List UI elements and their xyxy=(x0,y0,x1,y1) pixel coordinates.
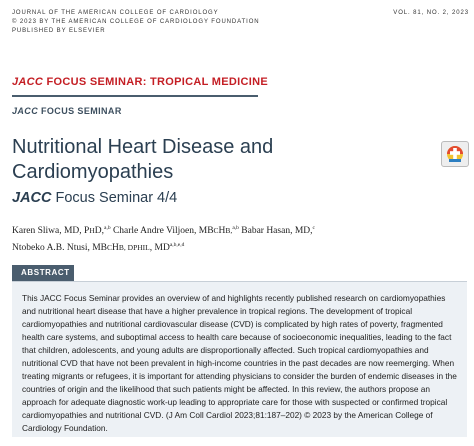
author-name: Babar Hasan, MD, xyxy=(241,226,313,236)
abstract-body: This JACC Focus Seminar provides an overview of and highlights recently published research on cardiomyopathies and nutritional heart disease that have a higher prevalence in tropical regions. The development of tropical cardiomyopathies and nutritional cardiovascular disease (CVD) is complicated by high rates of poverty, fragmented health care systems, and suboptimal access to health care because of socioeconomic inequalities, leading to the fact that children, adolescents, and young adults are disproportionally affected. Such tropical cardiomyopathies and nutritional CVD that have not been prevalent in high-income countries in the past decades are now reemerging. When treating migrants or refugees, it is important for attending physicians to consider the burden of endemic diseases in the countries of origin and the likelihood that such patients might be affected. In this review, the authors propose an approach for adequate diagnostic work-up leading to appropriate care for those with suspected or confirmed tropical cardiomyopathies and nutritional CVD. (J Am Coll Cardiol 2023;81:187–202) © 2023 by the American College of Cardiology Foundation. xyxy=(22,293,457,433)
crossmark-badge-icon[interactable] xyxy=(441,141,469,167)
affiliation-marker: a,b,e,d xyxy=(169,242,185,248)
author-degree: C xyxy=(107,243,113,252)
subtitle-jacc: JACC xyxy=(12,190,52,206)
author-name: Charle Andre Viljoen, MB xyxy=(112,226,214,236)
article-kicker xyxy=(12,106,122,116)
publisher-line: PUBLISHED BY ELSEVIER xyxy=(12,28,106,34)
affiliation-marker: c xyxy=(312,225,315,231)
author-degree: H xyxy=(112,243,119,253)
journal-name: JOURNAL OF THE AMERICAN COLLEGE OF CARDIOLOGY xyxy=(12,10,219,16)
author-degree: H xyxy=(218,226,226,236)
series-banner xyxy=(12,76,268,88)
author-degree: B, DP xyxy=(118,243,138,252)
author-name: Karen Sliwa, MD, P xyxy=(12,226,90,236)
kicker-text: FOCUS SEMINAR xyxy=(38,106,122,116)
volume-info: VOL. 81, NO. 2, 2023 xyxy=(393,10,469,16)
author-line-2 xyxy=(12,238,452,255)
affiliation-marker: a,b xyxy=(104,225,111,231)
author-degree: H xyxy=(89,226,95,235)
kicker-jacc: JACC xyxy=(12,106,39,116)
article-subtitle xyxy=(12,190,177,206)
crossmark-graphic xyxy=(442,142,468,166)
author-name: Ntobeko A.B. Ntusi, MB xyxy=(12,243,108,253)
series-banner-jacc: JACC xyxy=(12,76,44,88)
abstract-heading: ABSTRACT xyxy=(12,265,74,281)
author-degree: C xyxy=(213,226,219,235)
author-degree: , MD xyxy=(149,243,170,253)
subtitle-text: Focus Seminar 4/4 xyxy=(51,190,178,206)
banner-divider xyxy=(12,95,258,97)
journal-header xyxy=(12,9,260,36)
affiliation-marker: a,b xyxy=(232,225,239,231)
copyright-line: © 2023 BY THE AMERICAN COLLEGE OF CARDIOLOGY FOUNDATION xyxy=(12,19,260,25)
author-line-1 xyxy=(12,221,452,238)
article-title: Nutritional Heart Disease and Cardiomyopathies xyxy=(12,136,274,183)
author-degree: HIL xyxy=(137,243,150,252)
author-degree: B, xyxy=(225,226,233,235)
series-banner-text: FOCUS SEMINAR: TROPICAL MEDICINE xyxy=(43,76,268,88)
author-list xyxy=(12,221,452,255)
author-degree: D, xyxy=(94,226,104,236)
